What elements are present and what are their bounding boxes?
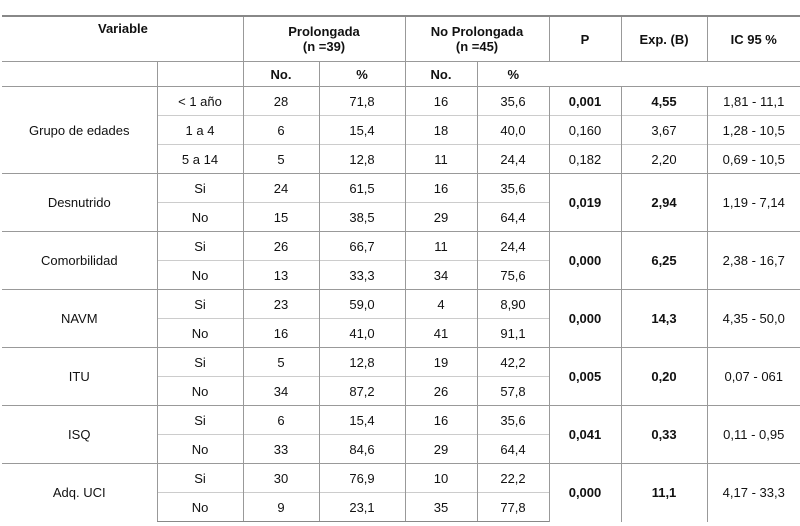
category-label: Si <box>157 174 243 203</box>
prolongada-percent: 76,9 <box>319 464 405 493</box>
no-prolongada-count: 35 <box>405 493 477 522</box>
exp-b-value: 3,67 <box>621 116 707 145</box>
no-prolongada-count: 4 <box>405 290 477 319</box>
category-label: 5 a 14 <box>157 145 243 174</box>
no-prolongada-percent: 91,1 <box>477 319 549 348</box>
prolongada-count: 15 <box>243 203 319 232</box>
exp-b-value: 6,25 <box>621 232 707 290</box>
ic-value: 0,69 - 10,5 <box>707 145 800 174</box>
prolongada-percent: 23,1 <box>319 493 405 522</box>
no-prolongada-count: 16 <box>405 174 477 203</box>
variable-name: Adq. UCI <box>2 464 157 522</box>
header-p: P <box>549 16 621 62</box>
no-prolongada-percent: 24,4 <box>477 145 549 174</box>
category-label: 1 a 4 <box>157 116 243 145</box>
subheader-empty <box>2 62 157 87</box>
no-prolongada-count: 11 <box>405 232 477 261</box>
no-prolongada-percent: 8,90 <box>477 290 549 319</box>
prolongada-count: 24 <box>243 174 319 203</box>
no-prolongada-count: 41 <box>405 319 477 348</box>
no-prolongada-count: 34 <box>405 261 477 290</box>
header-variable: Variable <box>2 16 243 62</box>
prolongada-percent: 38,5 <box>319 203 405 232</box>
no-prolongada-percent: 35,6 <box>477 87 549 116</box>
variable-name: ITU <box>2 348 157 406</box>
category-label: Si <box>157 406 243 435</box>
subheader-no: No. <box>243 62 319 87</box>
exp-b-value: 0,20 <box>621 348 707 406</box>
p-value: 0,000 <box>549 464 621 522</box>
prolongada-count: 34 <box>243 377 319 406</box>
table-row <box>2 232 800 261</box>
category-label: Si <box>157 232 243 261</box>
variable-name: Grupo de edades <box>2 87 157 174</box>
subheader-empty <box>157 62 243 87</box>
header-no-prolongada-title: No Prolongada <box>430 24 524 39</box>
category-label: < 1 año <box>157 87 243 116</box>
table-row <box>2 87 800 116</box>
ic-value: 2,38 - 16,7 <box>707 232 800 290</box>
no-prolongada-count: 16 <box>405 406 477 435</box>
no-prolongada-percent: 57,8 <box>477 377 549 406</box>
prolongada-percent: 59,0 <box>319 290 405 319</box>
exp-b-value: 4,55 <box>621 87 707 116</box>
table-row <box>2 290 800 319</box>
p-value: 0,000 <box>549 232 621 290</box>
no-prolongada-count: 19 <box>405 348 477 377</box>
variable-name: Comorbilidad <box>2 232 157 290</box>
p-value: 0,182 <box>549 145 621 174</box>
no-prolongada-percent: 42,2 <box>477 348 549 377</box>
prolongada-count: 5 <box>243 348 319 377</box>
subheader-no: No. <box>405 62 477 87</box>
prolongada-percent: 12,8 <box>319 145 405 174</box>
ic-value: 1,81 - 11,1 <box>707 87 800 116</box>
no-prolongada-percent: 77,8 <box>477 493 549 522</box>
ic-value: 4,17 - 33,3 <box>707 464 800 522</box>
prolongada-percent: 12,8 <box>319 348 405 377</box>
prolongada-count: 9 <box>243 493 319 522</box>
no-prolongada-percent: 75,6 <box>477 261 549 290</box>
category-label: No <box>157 435 243 464</box>
table-row <box>2 174 800 203</box>
no-prolongada-percent: 35,6 <box>477 174 549 203</box>
category-label: No <box>157 203 243 232</box>
no-prolongada-count: 29 <box>405 435 477 464</box>
exp-b-value: 2,94 <box>621 174 707 232</box>
no-prolongada-count: 29 <box>405 203 477 232</box>
table-row <box>2 348 800 377</box>
exp-b-value: 0,33 <box>621 406 707 464</box>
header-ic: IC 95 % <box>707 16 800 62</box>
ic-value: 0,07 - 061 <box>707 348 800 406</box>
prolongada-percent: 61,5 <box>319 174 405 203</box>
header-prolongada <box>243 16 405 62</box>
variable-name: ISQ <box>2 406 157 464</box>
prolongada-count: 16 <box>243 319 319 348</box>
prolongada-percent: 84,6 <box>319 435 405 464</box>
prolongada-count: 13 <box>243 261 319 290</box>
prolongada-count: 5 <box>243 145 319 174</box>
table-body <box>2 62 800 522</box>
prolongada-percent: 71,8 <box>319 87 405 116</box>
header-no-prolongada <box>405 16 549 62</box>
prolongada-count: 28 <box>243 87 319 116</box>
no-prolongada-percent: 35,6 <box>477 406 549 435</box>
table-row <box>2 406 800 435</box>
prolongada-percent: 41,0 <box>319 319 405 348</box>
no-prolongada-percent: 24,4 <box>477 232 549 261</box>
table-row <box>2 464 800 493</box>
header-prolongada-n: (n =39) <box>302 39 346 54</box>
category-label: No <box>157 261 243 290</box>
exp-b-value: 14,3 <box>621 290 707 348</box>
prolongada-count: 6 <box>243 116 319 145</box>
prolongada-count: 30 <box>243 464 319 493</box>
category-label: No <box>157 493 243 522</box>
p-value: 0,041 <box>549 406 621 464</box>
prolongada-count: 33 <box>243 435 319 464</box>
category-label: No <box>157 377 243 406</box>
no-prolongada-percent: 22,2 <box>477 464 549 493</box>
header-no-prolongada-n: (n =45) <box>455 39 499 54</box>
category-label: Si <box>157 290 243 319</box>
prolongada-percent: 15,4 <box>319 406 405 435</box>
no-prolongada-count: 16 <box>405 87 477 116</box>
category-label: No <box>157 319 243 348</box>
results-table <box>2 15 800 522</box>
prolongada-percent: 66,7 <box>319 232 405 261</box>
p-value: 0,001 <box>549 87 621 116</box>
header-prolongada-title: Prolongada <box>288 24 360 39</box>
ic-value: 1,19 - 7,14 <box>707 174 800 232</box>
variable-name: NAVM <box>2 290 157 348</box>
no-prolongada-percent: 64,4 <box>477 203 549 232</box>
ic-value: 0,11 - 0,95 <box>707 406 800 464</box>
exp-b-value: 11,1 <box>621 464 707 522</box>
p-value: 0,005 <box>549 348 621 406</box>
p-value: 0,000 <box>549 290 621 348</box>
ic-value: 1,28 - 10,5 <box>707 116 800 145</box>
subheader-pct: % <box>477 62 549 87</box>
no-prolongada-count: 18 <box>405 116 477 145</box>
header-exp-b: Exp. (B) <box>621 16 707 62</box>
category-label: Si <box>157 464 243 493</box>
prolongada-count: 6 <box>243 406 319 435</box>
ic-value: 4,35 - 50,0 <box>707 290 800 348</box>
category-label: Si <box>157 348 243 377</box>
prolongada-count: 23 <box>243 290 319 319</box>
no-prolongada-count: 10 <box>405 464 477 493</box>
prolongada-percent: 15,4 <box>319 116 405 145</box>
no-prolongada-count: 11 <box>405 145 477 174</box>
p-value: 0,160 <box>549 116 621 145</box>
no-prolongada-count: 26 <box>405 377 477 406</box>
subheader-pct: % <box>319 62 405 87</box>
no-prolongada-percent: 64,4 <box>477 435 549 464</box>
no-prolongada-percent: 40,0 <box>477 116 549 145</box>
prolongada-count: 26 <box>243 232 319 261</box>
prolongada-percent: 87,2 <box>319 377 405 406</box>
exp-b-value: 2,20 <box>621 145 707 174</box>
prolongada-percent: 33,3 <box>319 261 405 290</box>
p-value: 0,019 <box>549 174 621 232</box>
variable-name: Desnutrido <box>2 174 157 232</box>
